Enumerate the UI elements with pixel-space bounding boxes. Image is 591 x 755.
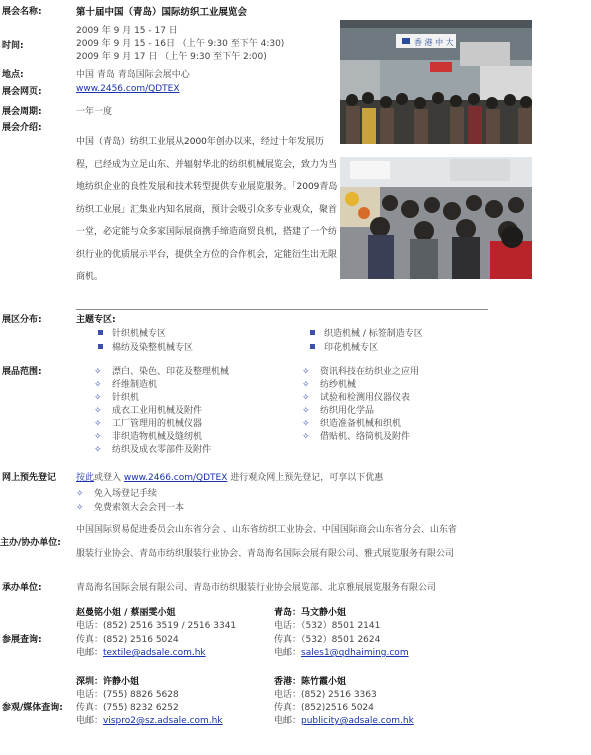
benefit-label: 免入场登记手续 xyxy=(94,489,158,499)
scope-item xyxy=(94,390,139,403)
diamond-bullet-icon: ✧ xyxy=(94,393,102,403)
diamond-bullet-icon: ✧ xyxy=(94,380,102,390)
contact-phone: 电话：(852) 2516 3519 / 2516 3341 xyxy=(76,621,237,631)
diamond-bullet-icon: ✧ xyxy=(76,503,84,513)
scope-item xyxy=(302,416,401,429)
diamond-bullet-icon: ✧ xyxy=(302,432,310,442)
contact-name: 青岛：马文静小姐 xyxy=(274,608,347,618)
scope-item-label: 纤维制造机 xyxy=(112,380,158,390)
scope-item-label: 纺纱机械 xyxy=(320,380,357,390)
label-zones: 展区分布: xyxy=(2,315,42,325)
benefit-label: 免费索领大会会刊一本 xyxy=(94,503,185,513)
contact-fax: 传真：(852) 2516 5024 xyxy=(76,635,179,645)
scope-item-label: 织造准备机械和织机 xyxy=(320,419,402,429)
zone-item-label: 印花机械专区 xyxy=(324,343,379,353)
zone-item xyxy=(98,340,193,353)
scope-item xyxy=(94,364,229,377)
label-scope: 展品范围: xyxy=(2,367,42,377)
contact-name: 深圳：许静小姐 xyxy=(76,677,140,687)
diamond-bullet-icon: ✧ xyxy=(302,367,310,377)
contact-phone: 电话：（532）8501 2141 xyxy=(274,621,381,631)
diamond-bullet-icon: ✧ xyxy=(302,406,310,416)
prereg-click-here-link[interactable]: 按此 xyxy=(76,473,95,483)
contact-name: 香港：陈竹霞小姐 xyxy=(274,677,347,687)
contact-email-link[interactable]: textile@adsale.com.hk xyxy=(103,648,206,658)
label-cycle: 展会周期: xyxy=(2,107,42,117)
contact-email-row xyxy=(76,645,206,658)
scope-item-label: 非织造物机械及缝纫机 xyxy=(112,432,203,442)
label-intro: 展会介绍: xyxy=(2,123,42,133)
hall-banner-text: 香 港 中 大 xyxy=(414,38,454,47)
label-visit-media: 参观/媒体查询: xyxy=(2,703,63,713)
prereg-benefit xyxy=(76,500,184,513)
contact-fax: 传真：(755) 8232 6252 xyxy=(76,703,179,713)
scope-item-label: 资讯科技在纺织业之应用 xyxy=(320,367,420,377)
scope-item xyxy=(94,403,202,416)
email-label: 电邮： xyxy=(76,716,104,726)
diamond-bullet-icon: ✧ xyxy=(302,419,310,429)
scope-item xyxy=(302,429,410,442)
contact-name: 赵曼铭小姐 / 蔡丽雯小姐 xyxy=(76,608,176,618)
scope-item-label: 针织机 xyxy=(112,393,140,403)
zone-item xyxy=(310,326,423,339)
date-line-1: 2009 年 9 月 15 - 16日 （上午 9:30 至下午 4:30) xyxy=(76,39,285,49)
diamond-bullet-icon: ✧ xyxy=(76,489,84,499)
contact-email-link[interactable]: sales1@qdhaiming.com xyxy=(301,648,409,658)
prereg-text: 或登入 xyxy=(94,473,122,483)
diamond-bullet-icon: ✧ xyxy=(94,445,102,455)
contact-fax: 传真：（532）8501 2624 xyxy=(274,635,381,645)
scope-item xyxy=(94,429,202,442)
contact-phone: 电话：(852) 2516 3363 xyxy=(274,690,377,700)
contractor-text: 青岛海名国际会展有限公司、青岛市纺织服装行业协会展览部、北京雅展展览服务有限公司 xyxy=(76,583,437,593)
scope-item xyxy=(94,416,202,429)
diamond-bullet-icon: ✧ xyxy=(302,393,310,403)
diamond-bullet-icon: ✧ xyxy=(94,406,102,416)
bullet-square-icon xyxy=(310,330,315,335)
label-contractor: 承办单位: xyxy=(2,583,42,593)
diamond-bullet-icon: ✧ xyxy=(94,432,102,442)
scope-item xyxy=(302,390,410,403)
contact-email-row xyxy=(76,713,223,726)
prereg-website-link[interactable]: www.2466.com/QDTEX xyxy=(123,473,228,483)
zone-item-label: 针织机械专区 xyxy=(112,329,167,339)
intro-paragraph: 中国（青岛）纺织工业展从2000年创办以来，经过十年发展历程，已经成为立足山东、并辐射华北的纺织机械展览会，致力为当地纺织企业的良性发展和技术转型提供专业展览服务。「2009青岛纺织工业展」汇集业内知名展商，预计会吸引众多专业观众，聚首一堂，必定能与众多家国际展商携手缔造商贸良机，搭建了一个纺织行业的优质展示平台，提供全方位的合作机会，定能衍生出无限商机。 xyxy=(76,137,338,282)
website-link[interactable]: www.2456.com/QDTEX xyxy=(76,84,180,94)
prereg-benefit xyxy=(76,486,157,499)
scope-item xyxy=(302,403,374,416)
fair-name: 第十届中国（青岛）国际纺织工业展览会 xyxy=(76,7,248,18)
email-label: 电邮： xyxy=(274,716,302,726)
diamond-bullet-icon: ✧ xyxy=(94,419,102,429)
venue-text: 中国 青岛 青岛国际会展中心 xyxy=(76,70,190,80)
scope-item-label: 试验和检测用仪器仪表 xyxy=(320,393,411,403)
contact-phone: 电话：(755) 8826 5628 xyxy=(76,690,179,700)
prereg-line xyxy=(76,470,383,483)
zone-item-label: 织造机械 / 标签制造专区 xyxy=(324,329,423,339)
contact-email-link[interactable]: vispro2@sz.adsale.com.hk xyxy=(103,716,223,726)
label-exhibit-enquiry: 参展查询: xyxy=(2,635,42,645)
zones-title: 主题专区: xyxy=(76,315,116,325)
label-organizer: 主办/协办单位: xyxy=(0,538,61,548)
cycle-text: 一年一度 xyxy=(76,107,113,117)
zone-item xyxy=(310,340,378,353)
email-label: 电邮： xyxy=(76,648,104,658)
organizers-line-1: 中国国际贸易促进委员会山东省分会 、山东省纺织工业协会、中国国际商会山东省分会、山东省 xyxy=(76,525,457,535)
zone-item-label: 棉纺及染整机械专区 xyxy=(112,343,194,353)
date-range: 2009 年 9 月 15 - 17 日 xyxy=(76,26,178,36)
contact-email-row xyxy=(274,713,414,726)
scope-item-label: 借贴机、络筒机及附件 xyxy=(320,432,411,442)
scope-item xyxy=(302,377,356,390)
scope-item xyxy=(302,364,419,377)
label-fair-name: 展会名称: xyxy=(2,7,42,17)
scope-item-label: 工厂管理用的机械仪器 xyxy=(112,419,203,429)
email-label: 电邮： xyxy=(274,648,302,658)
exhibition-crowd-photo xyxy=(340,157,532,279)
scope-item xyxy=(94,442,211,455)
contact-email-link[interactable]: publicity@adsale.com.hk xyxy=(301,716,414,726)
section-divider xyxy=(76,309,488,310)
diamond-bullet-icon: ✧ xyxy=(302,380,310,390)
scope-item xyxy=(94,377,157,390)
bullet-square-icon xyxy=(98,344,103,349)
contact-fax: 传真：(852)2516 5024 xyxy=(274,703,374,713)
scope-item-label: 纺织用化学品 xyxy=(320,406,375,416)
label-prereg: 网上预先登记 xyxy=(2,473,57,483)
scope-item-label: 纺织及成衣零部件及附件 xyxy=(112,445,212,455)
bullet-square-icon xyxy=(310,344,315,349)
scope-item-label: 成衣工业用机械及附件 xyxy=(112,406,203,416)
label-website: 展会网页: xyxy=(2,87,42,97)
contact-email-row xyxy=(274,645,409,658)
date-line-2: 2009 年 9 月 17 日 （上午 9:30 至下午 2:00) xyxy=(76,52,267,62)
scope-item-label: 漂白、染色、印花及整理机械 xyxy=(112,367,230,377)
bullet-square-icon xyxy=(98,330,103,335)
zone-item xyxy=(98,326,166,339)
organizers-line-2: 服装行业协会、青岛市纺织服装行业协会、青岛海名国际会展有限公司、雅式展览服务有限公司 xyxy=(76,549,455,559)
diamond-bullet-icon: ✧ xyxy=(94,367,102,377)
label-time: 时间: xyxy=(2,41,24,51)
label-venue: 地点: xyxy=(2,70,24,80)
prereg-text: 进行观众网上预先登记，可享以下优惠 xyxy=(230,473,384,483)
exhibition-hall-photo xyxy=(340,20,532,144)
